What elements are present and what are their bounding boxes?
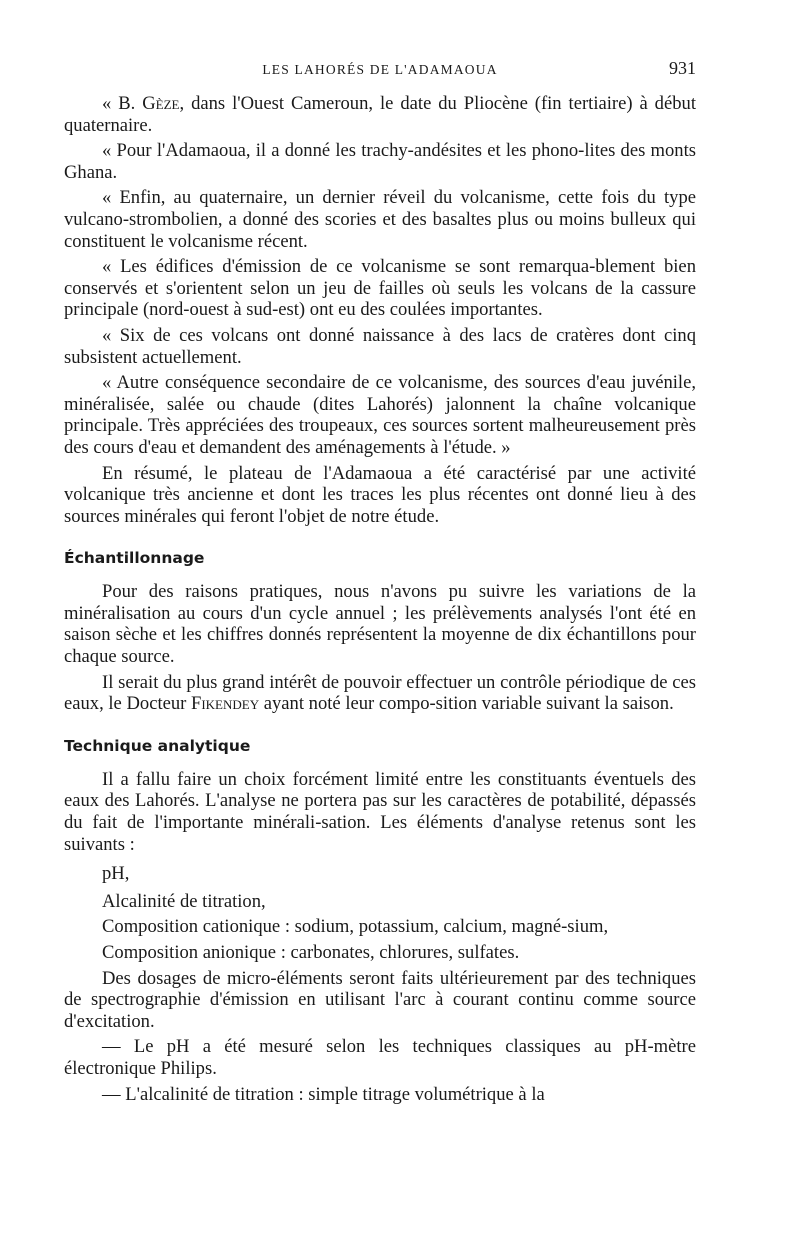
summary-paragraph: En résumé, le plateau de l'Adamaoua a été caractérisé par une activité volcanique très ancienne et dont les traces les plus récentes ont donné lieu à des sources minérales qui feront l'objet de notre étude. [64, 462, 696, 527]
page-number: 931 [669, 58, 696, 78]
author-name: Fikendey [191, 693, 260, 715]
body-paragraph: Il a fallu faire un choix forcément limité entre les constituants éventuels des eaux des Lahorés. L'analyse ne portera pas sur les caractères de potabilité, dépassés du fait de l'importante minérali-sation. Les éléments d'analyse retenus sont les suivants : [64, 768, 696, 855]
list-item: Composition cationique : sodium, potassium, calcium, magné-sium, [102, 916, 609, 938]
body-paragraph: — L'alcalinité de titration : simple titrage volumétrique à la [102, 1083, 545, 1105]
author-name: Gèze, [142, 93, 185, 114]
quote-paragraph: « Pour l'Adamaoua, il a donné les trachy-andésites et les phono-lites des monts Ghana. [64, 140, 696, 183]
list-item: Composition anionique : carbonates, chlorures, sulfates. [102, 942, 520, 963]
quote-paragraph: « Les édifices d'émission de ce volcanisme se sont remarqua-blement bien conservés et s'orientent selon un jeu de failles où seuls les volcans de la cassure principale (nord-ouest à sud-est) ont eu des coulées importantes. [64, 256, 696, 321]
list-item: pH, [102, 863, 130, 885]
list-item: Alcalinité de titration, [102, 890, 266, 912]
body-paragraph: Il serait du plus grand intérêt de pouvoir effectuer un contrôle périodique de ces eaux, le Docteur Fikendey ayant noté leur compo-sition variable suivant la saison. [64, 671, 696, 715]
quote-paragraph: « B. Gèze, dans l'Ouest Cameroun, le date du Pliocène (fin tertiaire) à début quaternaire. [64, 93, 696, 136]
quote-paragraph: « Six de ces volcans ont donné naissance à des lacs de cratères dont cinq subsistent actuellement. [64, 324, 696, 368]
page-body [64, 93, 696, 1105]
section-heading-echantillonnage: Échantillonnage [64, 549, 205, 568]
body-paragraph: Pour des raisons pratiques, nous n'avons pu suivre les variations de la minéralisation au cours d'un cycle annuel ; les prélèvements analysés l'ont été en saison sèche et les chiffres donnés représentent la moyenne de dix échantillons pour chaque source. [64, 581, 696, 668]
analysis-list [64, 863, 696, 963]
running-title: LES LAHORÉS DE L'ADAMAOUA [262, 62, 498, 77]
body-paragraph: Des dosages de micro-éléments seront faits ultérieurement par des techniques de spectrographie d'émission en utilisant l'arc à courant continu comme source d'excitation. [64, 967, 696, 1032]
running-header [64, 58, 696, 82]
body-paragraph: — Le pH a été mesuré selon les techniques classiques au pH-mètre électronique Philips. [64, 1036, 696, 1079]
quote-paragraph: « Enfin, au quaternaire, un dernier réveil du volcanisme, cette fois du type vulcano-strombolien, a donné des scories et des basaltes plus ou moins bulleux qui constituent le volcanisme récent. [64, 187, 696, 252]
section-heading-technique: Technique analytique [64, 736, 251, 755]
quote-paragraph: « Autre conséquence secondaire de ce volcanisme, des sources d'eau juvénile, minéralisée, salée ou chaude (dites Lahorés) jalonnent la chaîne volcanique principale. Très appréciées des troupeaux, ces sources sortent malheureusement près des cours d'eau et demandent des aménagements à l'étude. » [64, 372, 696, 458]
